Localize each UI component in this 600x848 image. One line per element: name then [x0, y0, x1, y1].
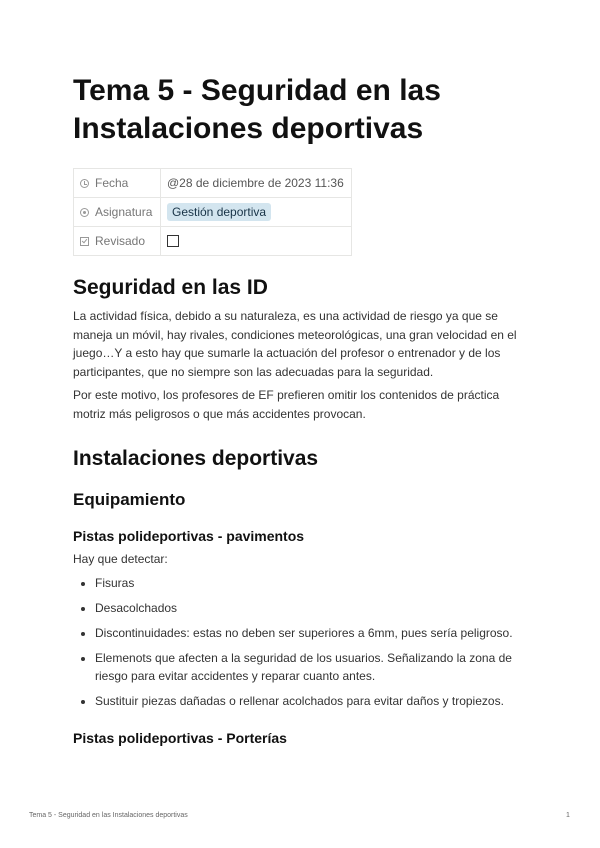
- list-item: • Sustituir piezas dañadas o rellenar acolchados para evitar daños y tropiezos.: [95, 692, 533, 710]
- page-title: Tema 5 - Seguridad en las Instalaciones deportivas: [73, 74, 441, 145]
- paragraph-seguridad-2: Por este motivo, los profesores de EF prefieren omitir los contenidos de práctica motriz más peligrosos o que más accidentes provocan.: [73, 388, 500, 421]
- subject-tag[interactable]: Gestión deportiva: [167, 203, 271, 221]
- properties-table: [73, 168, 352, 256]
- property-key: Fecha: [74, 169, 161, 198]
- property-value-revisado: [161, 227, 352, 256]
- paragraph-detectar: Hay que detectar:: [73, 552, 168, 566]
- heading-equipamiento: Equipamiento: [73, 490, 186, 509]
- heading-porterias: Pistas polideportivas - Porterías: [73, 730, 287, 746]
- property-row-revisado: [74, 227, 352, 256]
- select-icon: [80, 208, 89, 217]
- property-value-asignatura[interactable]: [161, 198, 352, 227]
- property-value-fecha[interactable]: @28 de diciembre de 2023 11:36: [161, 169, 352, 198]
- checkbox-property-icon: [80, 237, 89, 246]
- property-row-asignatura: [74, 198, 352, 227]
- paragraph-seguridad-1: La actividad física, debido a su naturaleza, es una actividad de riesgo ya que se maneja un móvil, hay rivales, condiciones meteorológicas, una gran velocidad en el juego…Y a esto hay que sumarle la actuación del profesor o entrenador y de los participantes, que no siempre son las adecuadas para la seguridad.: [73, 309, 517, 379]
- heading-seguridad: Seguridad en las ID: [73, 276, 268, 299]
- list-item: • Fisuras: [95, 574, 533, 592]
- property-row-fecha: [74, 169, 352, 198]
- heading-pavimentos: Pistas polideportivas - pavimentos: [73, 528, 305, 544]
- property-key: Revisado: [74, 227, 161, 256]
- list-item: • Elemenots que afecten a la seguridad de los usuarios. Señalizando la zona de riesgo para evitar accidentes y reparar cuanto antes.: [95, 649, 533, 685]
- clock-icon: [80, 179, 89, 188]
- list-item: • Desacolchados: [95, 599, 533, 617]
- hazard-list: [73, 574, 533, 717]
- footer-page-number: 1: [566, 812, 570, 819]
- list-item: • Discontinuidades: estas no deben ser superiores a 6mm, pues sería peligroso.: [95, 624, 533, 642]
- revisado-checkbox[interactable]: [167, 235, 179, 247]
- property-key: Asignatura: [74, 198, 161, 227]
- footer-title: Tema 5 - Seguridad en las Instalaciones deportivas: [29, 812, 188, 819]
- heading-instalaciones: Instalaciones deportivas: [73, 447, 319, 470]
